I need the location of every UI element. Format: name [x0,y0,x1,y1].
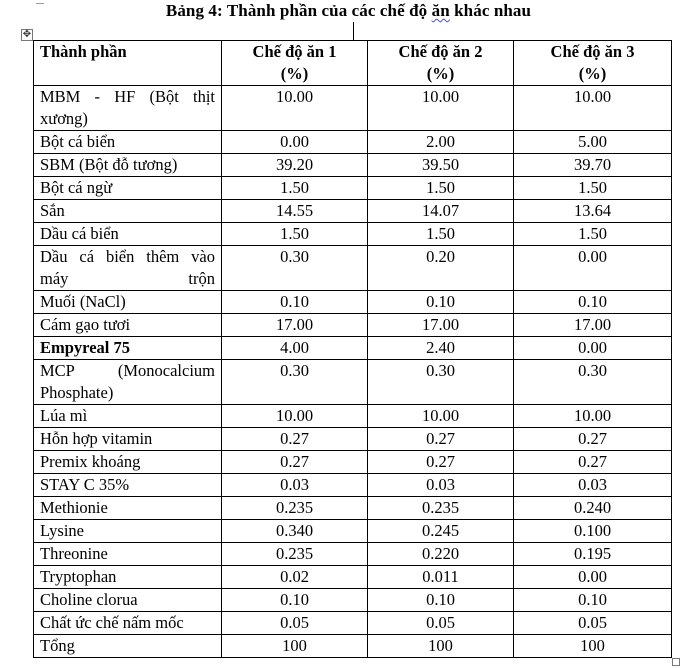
cell-diet-3[interactable]: 39.70 [514,154,672,177]
table-row [34,543,672,566]
cell-ingredient[interactable]: Methionie [34,497,222,520]
cell-diet-1[interactable]: 0.10 [222,291,368,314]
cell-diet-3[interactable]: 17.00 [514,314,672,337]
cell-diet-3[interactable]: 0.05 [514,612,672,635]
table-move-handle-icon[interactable]: ✥ [22,29,32,40]
caption-spellcheck-word[interactable]: ăn [431,1,450,20]
cell-diet-2[interactable]: 0.011 [368,566,514,589]
cell-diet-2[interactable]: 0.03 [368,474,514,497]
cell-diet-1[interactable]: 14.55 [222,200,368,223]
cell-ingredient[interactable]: Lúa mì [34,405,222,428]
cell-diet-3[interactable]: 5.00 [514,131,672,154]
cell-diet-2[interactable]: 14.07 [368,200,514,223]
cell-diet-1[interactable]: 1.50 [222,177,368,200]
diet-composition-table [33,40,672,658]
table-row [34,223,672,246]
cell-diet-3[interactable]: 0.10 [514,291,672,314]
cell-diet-3[interactable]: 1.50 [514,177,672,200]
cell-diet-2[interactable]: 0.220 [368,543,514,566]
cell-ingredient[interactable]: STAY C 35% [34,474,222,497]
cell-diet-1[interactable]: 0.27 [222,428,368,451]
cell-diet-1[interactable]: 0.02 [222,566,368,589]
cell-diet-1[interactable]: 0.03 [222,474,368,497]
text-cursor [353,22,354,40]
cell-ingredient[interactable]: Chất ức chế nấm mốc [34,612,222,635]
cell-diet-2[interactable]: 2.00 [368,131,514,154]
cell-ingredient[interactable]: Choline clorua [34,589,222,612]
cell-diet-1[interactable]: 0.30 [222,360,368,405]
table-row [34,612,672,635]
header-diet-2-unit: (%) [426,64,455,83]
cell-diet-3[interactable]: 0.00 [514,337,672,360]
cell-diet-2[interactable]: 0.10 [368,589,514,612]
table-caption [0,0,697,22]
cell-diet-1[interactable]: 100 [222,635,368,658]
table-row [34,474,672,497]
header-diet-3-label: Chế độ ăn 3 [550,42,635,61]
table-row [34,566,672,589]
header-ingredient[interactable]: Thành phần [34,41,222,86]
cell-diet-1[interactable]: 0.27 [222,451,368,474]
cell-diet-2[interactable]: 17.00 [368,314,514,337]
table-row [34,200,672,223]
cell-ingredient[interactable]: Bột cá ngừ [34,177,222,200]
cell-diet-2[interactable]: 1.50 [368,223,514,246]
cell-diet-2[interactable]: 39.50 [368,154,514,177]
cell-diet-3[interactable]: 0.240 [514,497,672,520]
caption-prefix: Bảng 4: Thành phần của các chế độ [165,1,432,20]
cell-ingredient[interactable]: Dầu cá biển [34,223,222,246]
cell-diet-2[interactable]: 0.10 [368,291,514,314]
table-row [34,520,672,543]
table-row [34,131,672,154]
cell-diet-3[interactable]: 10.00 [514,86,672,131]
header-diet-1[interactable] [222,41,368,86]
header-diet-2[interactable] [368,41,514,86]
cell-ingredient[interactable]: Tryptophan [34,566,222,589]
cell-ingredient[interactable]: Threonine [34,543,222,566]
cell-diet-3[interactable]: 0.27 [514,451,672,474]
cell-diet-3[interactable]: 0.27 [514,428,672,451]
table-header-row [34,41,672,86]
header-diet-2-label: Chế độ ăn 2 [398,42,483,61]
cell-diet-3[interactable]: 0.30 [514,360,672,405]
table-row [34,86,672,131]
cell-ingredient[interactable]: Muối (NaCl) [34,291,222,314]
table-row [34,428,672,451]
cell-ingredient[interactable]: Sắn [34,200,222,223]
header-diet-3[interactable] [514,41,672,86]
cell-diet-3[interactable]: 1.50 [514,223,672,246]
table-row [34,291,672,314]
cell-diet-1[interactable]: 0.340 [222,520,368,543]
cell-diet-2[interactable]: 100 [368,635,514,658]
cell-diet-2[interactable]: 2.40 [368,337,514,360]
cell-diet-3[interactable]: 10.00 [514,405,672,428]
header-diet-1-unit: (%) [280,64,309,83]
table-row [34,246,672,291]
cell-diet-2[interactable]: 0.05 [368,612,514,635]
cell-diet-2[interactable]: 0.30 [368,360,514,405]
cell-diet-1[interactable]: 0.235 [222,497,368,520]
cell-ingredient[interactable]: Hỗn hợp vitamin [34,428,222,451]
cell-diet-3[interactable]: 0.195 [514,543,672,566]
cell-ingredient[interactable]: SBM (Bột đỗ tương) [34,154,222,177]
cell-diet-1[interactable]: 10.00 [222,405,368,428]
cell-diet-2[interactable]: 0.245 [368,520,514,543]
cell-diet-3[interactable]: 0.00 [514,246,672,291]
table-row [34,497,672,520]
cell-diet-2[interactable]: 10.00 [368,86,514,131]
cell-ingredient[interactable]: Tổng [34,635,222,658]
cell-diet-1[interactable]: 1.50 [222,223,368,246]
cell-diet-3[interactable]: 0.00 [514,566,672,589]
cell-diet-2[interactable]: 10.00 [368,405,514,428]
cell-diet-3[interactable]: 0.10 [514,589,672,612]
cell-diet-2[interactable]: 0.20 [368,246,514,291]
cell-diet-3[interactable]: 100 [514,635,672,658]
cell-ingredient[interactable]: Premix khoáng [34,451,222,474]
cell-diet-2[interactable]: 0.235 [368,497,514,520]
cell-diet-1[interactable]: 10.00 [222,86,368,131]
cell-diet-2[interactable]: 0.27 [368,451,514,474]
table-row [34,337,672,360]
cell-ingredient[interactable]: MCP (Monocalcium Phosphate) [34,360,222,405]
table-resize-handle[interactable] [672,658,680,666]
cell-diet-1[interactable]: 4.00 [222,337,368,360]
cell-ingredient[interactable]: Dầu cá biển thêm vào máy trộn [34,246,222,291]
cell-diet-1[interactable]: 0.00 [222,131,368,154]
cell-ingredient[interactable]: Empyreal 75 [34,337,222,360]
cell-diet-3[interactable]: 0.100 [514,520,672,543]
table-row [34,405,672,428]
cell-diet-2[interactable]: 0.27 [368,428,514,451]
cell-diet-1[interactable]: 39.20 [222,154,368,177]
cell-ingredient[interactable]: Lysine [34,520,222,543]
cell-diet-1[interactable]: 0.05 [222,612,368,635]
cell-ingredient[interactable]: Bột cá biển [34,131,222,154]
cell-diet-3[interactable]: 0.03 [514,474,672,497]
table-row [34,360,672,405]
cell-diet-1[interactable]: 0.235 [222,543,368,566]
cell-diet-1[interactable]: 17.00 [222,314,368,337]
table-row [34,451,672,474]
cell-diet-1[interactable]: 0.10 [222,589,368,612]
header-diet-3-unit: (%) [578,64,607,83]
table-row [34,154,672,177]
table-row [34,177,672,200]
cell-diet-3[interactable]: 13.64 [514,200,672,223]
cell-diet-1[interactable]: 0.30 [222,246,368,291]
table-row [34,589,672,612]
table-row [34,314,672,337]
table-row-total [34,635,672,658]
header-diet-1-label: Chế độ ăn 1 [252,42,337,61]
cell-diet-2[interactable]: 1.50 [368,177,514,200]
cell-ingredient[interactable]: MBM - HF (Bột thịt xương) [34,86,222,131]
cell-ingredient[interactable]: Cám gạo tươi [34,314,222,337]
caption-suffix: khác nhau [449,1,532,20]
